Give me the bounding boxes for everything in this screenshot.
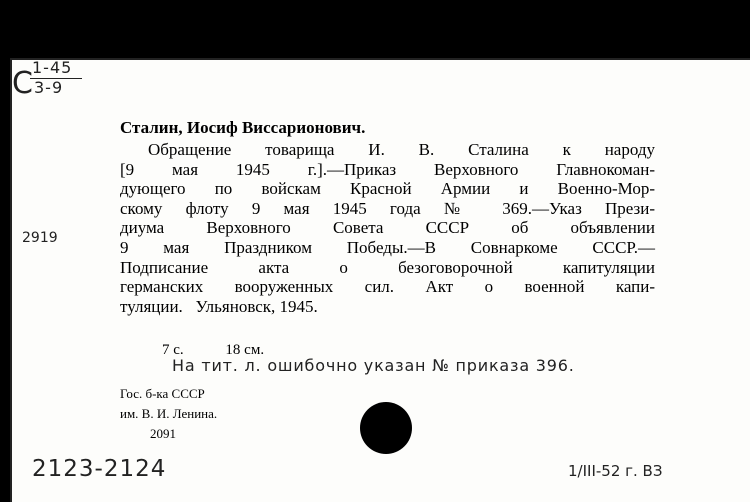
description-line: германских вооруженных сил. Акт о военной капи- (120, 277, 655, 297)
call-number-prefix: С (12, 66, 33, 101)
description (120, 140, 655, 316)
description-line: скому флоту 9 мая 1945 года № 369.—Указ Прези- (120, 198, 655, 218)
inventory-numbers: 2123-2124 (32, 456, 167, 482)
description-line: Обращение товарища И. В. Сталина к народу (148, 140, 655, 159)
punch-hole (360, 402, 412, 454)
margin-note: 2919 (22, 230, 58, 246)
library-stamp (120, 384, 217, 444)
book-size: 18 см. (225, 342, 265, 358)
author-heading: Сталин, Иосиф Виссарионович. (120, 118, 366, 137)
call-number-denominator: 3-9 (34, 78, 64, 97)
page-count: 7 с. (162, 342, 184, 358)
call-number-numerator: 1-45 (32, 58, 73, 77)
library-name-line1: Гос. б-ка СССР (120, 386, 205, 401)
description-line: [9 мая 1945 г.].—Приказ Верховного Главнокоман- (120, 159, 655, 179)
description-line: туляции. Ульяновск, 1945. (120, 296, 318, 316)
library-card-number: 2091 (150, 426, 176, 441)
date-mark: 1/III-52 г. ВЗ (568, 462, 663, 480)
description-line: дующего по войскам Красной Армии и Военно-Мор- (120, 179, 655, 199)
library-name-line2: им. В. И. Ленина. (120, 406, 218, 421)
handwritten-note: На тит. л. ошибочно указан № приказа 396. (172, 356, 575, 375)
call-number (12, 58, 132, 101)
description-line: 9 мая Праздником Победы.—В Совнаркоме СССР.— (120, 237, 655, 257)
description-line: Подписание акта о безоговорочной капитуляции (120, 257, 655, 277)
description-line: диума Верховного Совета СССР об объявлении (120, 218, 655, 238)
